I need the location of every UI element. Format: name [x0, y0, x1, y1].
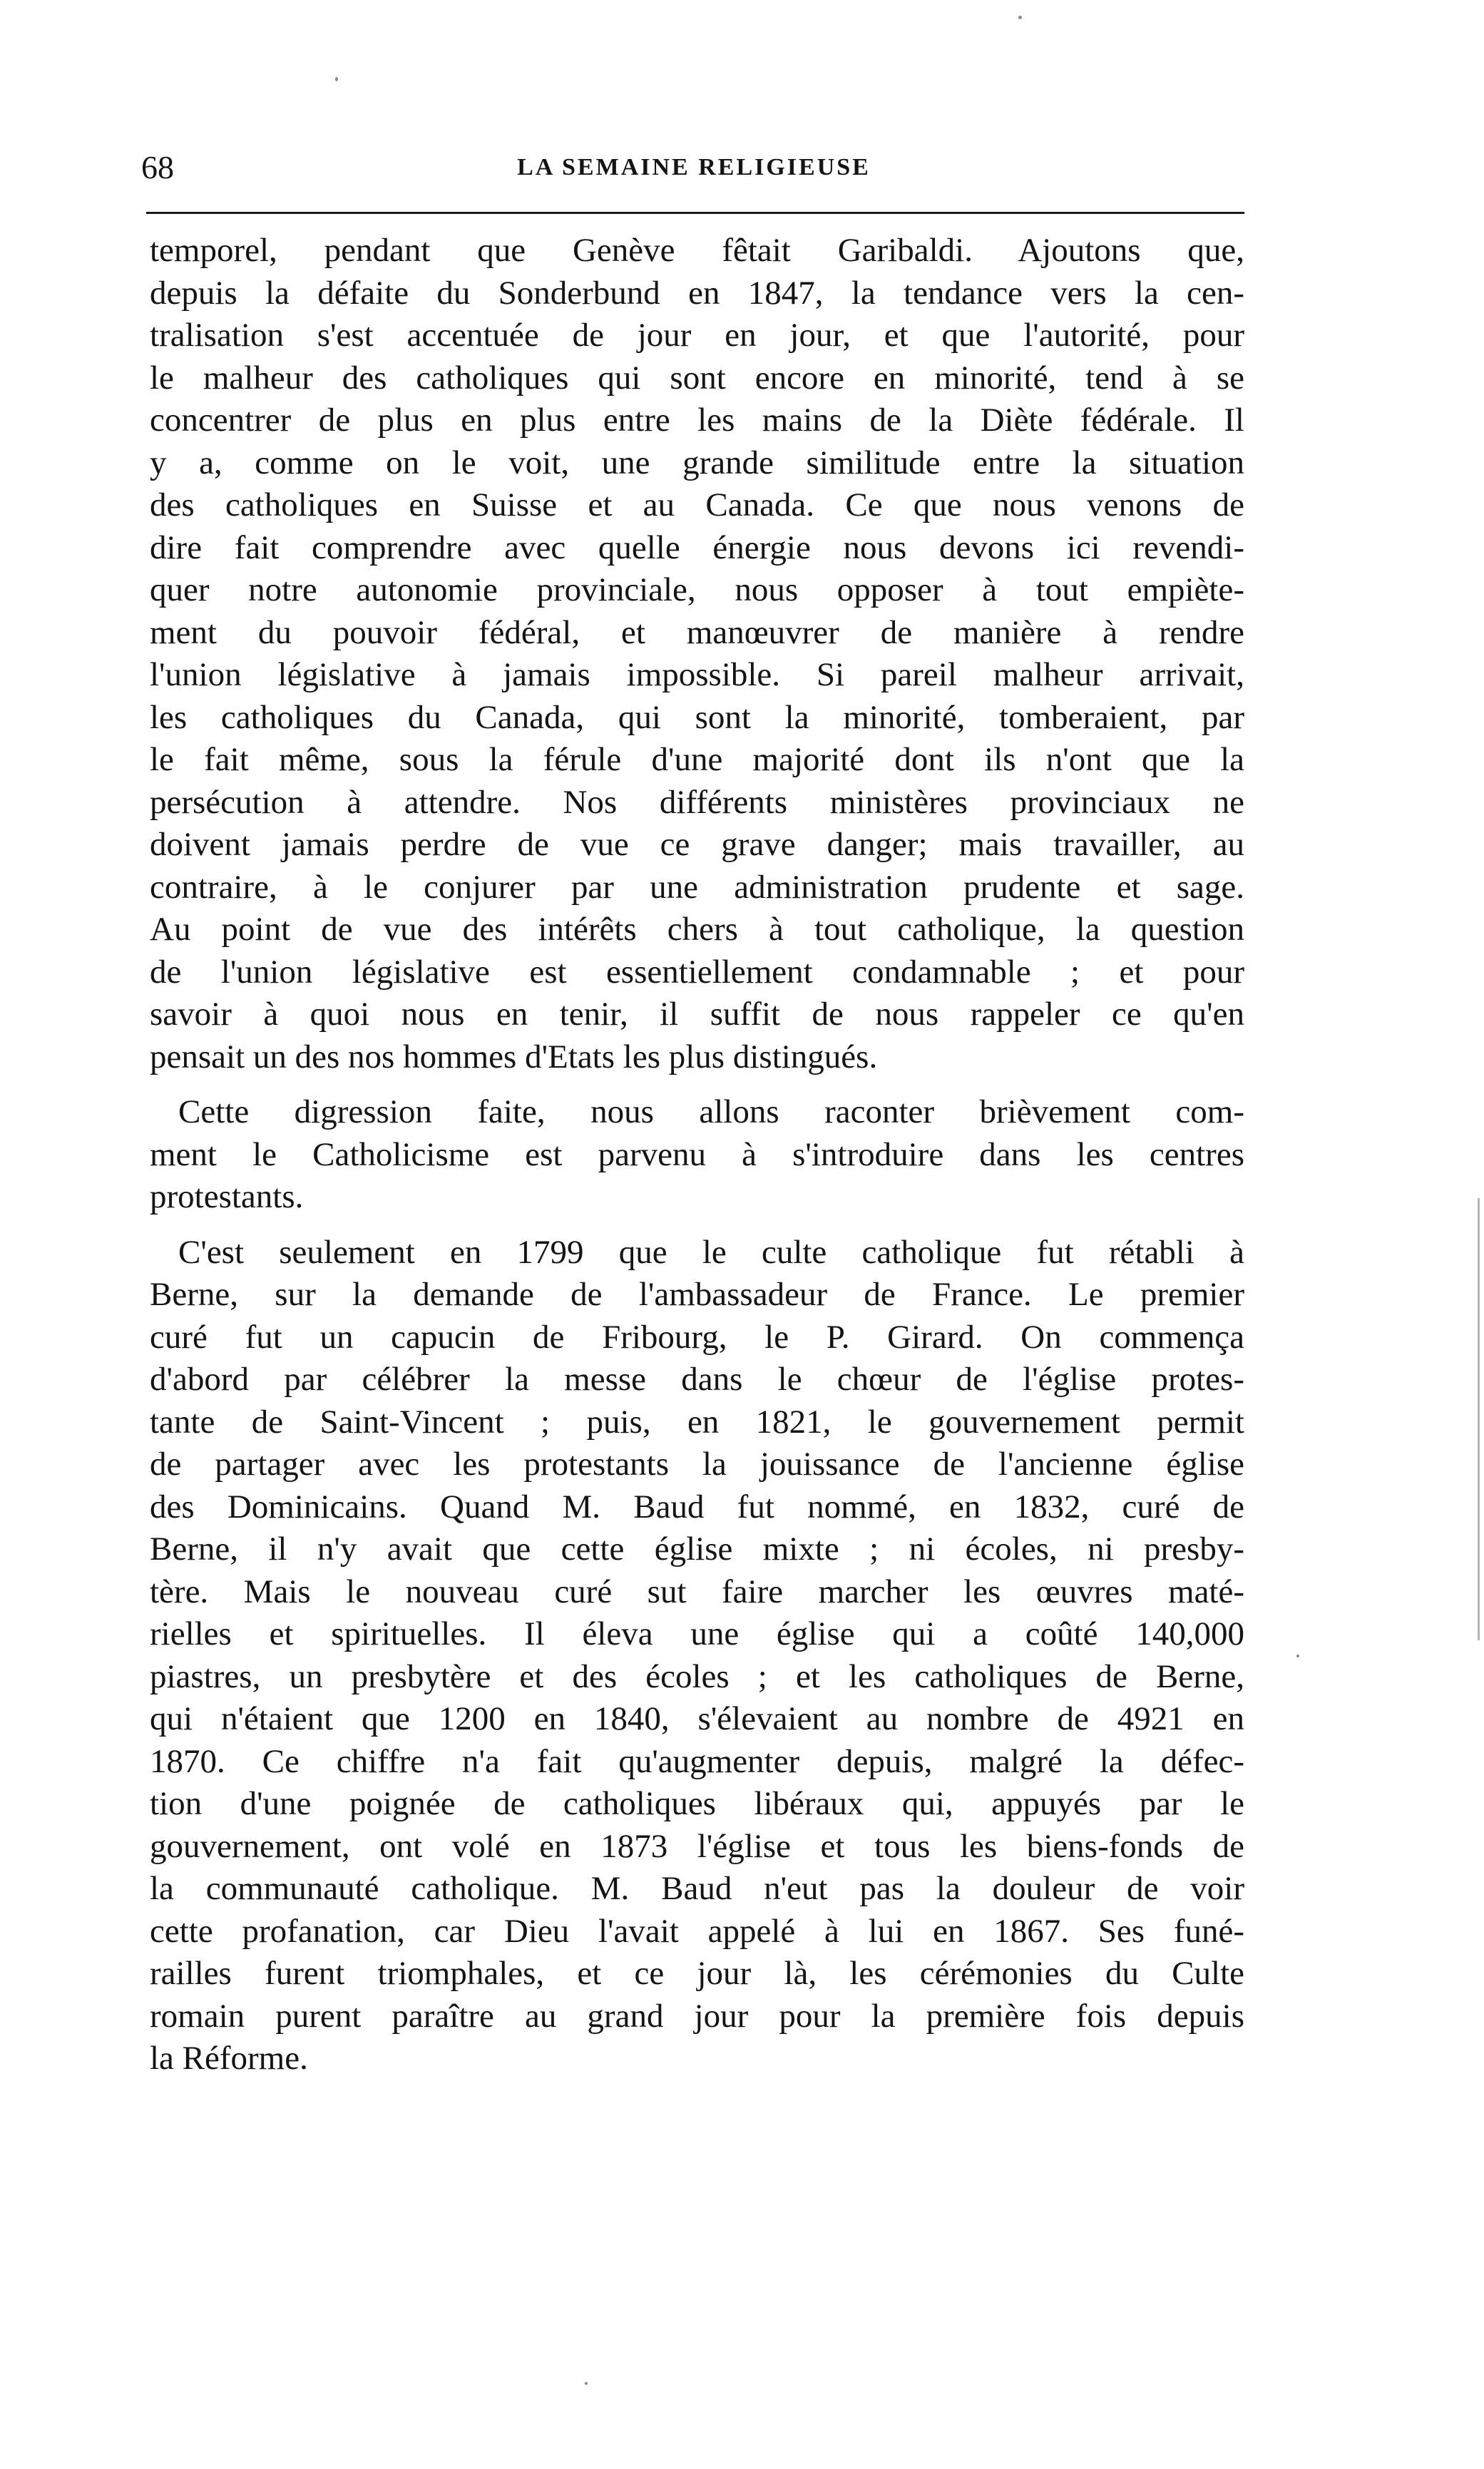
text-line: les catholiques du Canada, qui sont la minorité, tomberaient, par: [150, 698, 1244, 736]
text-line: de partager avec les protestants la jouissance de l'ancienne église: [150, 1446, 1244, 1483]
text-line: des Dominicains. Quand M. Baud fut nommé, en 1832, curé de: [150, 1488, 1244, 1525]
text-line: ment le Catholicisme est parvenu à s'introduire dans les centres: [150, 1135, 1244, 1173]
text-line: le fait même, sous la férule d'une majorité dont ils n'ont que la: [150, 741, 1244, 778]
text-line: y a, comme on le voit, une grande similitude entre la situation: [150, 444, 1244, 481]
page-number: 68: [141, 149, 174, 185]
text-line: tante de Saint-Vincent ; puis, en 1821, le gouvernement permit: [150, 1403, 1244, 1441]
text-line: tère. Mais le nouveau curé sut faire marcher les œuvres maté-: [150, 1573, 1244, 1610]
text-line: Berne, sur la demande de l'ambassadeur de France. Le premier: [150, 1276, 1244, 1313]
text-line: Berne, il n'y avait que cette église mixte ; ni écoles, ni presby-: [150, 1530, 1244, 1568]
body-text: [150, 230, 1244, 2080]
text-line: curé fut un capucin de Fribourg, le P. Girard. On commença: [150, 1318, 1244, 1356]
text-line: cette profanation, car Dieu l'avait appelé à lui en 1867. Ses funé-: [150, 1912, 1244, 1950]
text-line: tralisation s'est accentuée de jour en jour, et que l'autorité, pour: [150, 317, 1244, 354]
paragraph: [150, 230, 1244, 1078]
text-line: piastres, un presbytère et des écoles ; et les catholiques de Berne,: [150, 1657, 1244, 1695]
text-line: d'abord par célébrer la messe dans le chœur de l'église protes-: [150, 1361, 1244, 1398]
text-line: C'est seulement en 1799 que le culte catholique fut rétabli à: [178, 1233, 1244, 1271]
text-line: savoir à quoi nous en tenir, il suffit de nous rappeler ce qu'en: [150, 996, 1244, 1033]
text-line: la communauté catholique. M. Baud n'eut pas la douleur de voir: [150, 1870, 1244, 1907]
text-line: quer notre autonomie provinciale, nous opposer à tout empiète-: [150, 571, 1244, 608]
scan-speck: [1018, 16, 1022, 19]
text-line: doivent jamais perdre de vue ce grave danger; mais travailler, au: [150, 826, 1244, 863]
text-line: railles furent triomphales, et ce jour là, les cérémonies du Culte: [150, 1955, 1244, 1992]
text-line: concentrer de plus en plus entre les mains de la Diète fédérale. Il: [150, 402, 1244, 439]
text-line: qui n'étaient que 1200 en 1840, s'élevaient au nombre de 4921 en: [150, 1700, 1244, 1737]
text-line: romain purent paraître au grand jour pour la première fois depuis: [150, 1997, 1244, 2035]
text-line: tion d'une poignée de catholiques libéraux qui, appuyés par le: [150, 1785, 1244, 1822]
text-line: de l'union législative est essentiellement condamnable ; et pour: [150, 953, 1244, 991]
scan-edge-mark: [1478, 1198, 1480, 1640]
text-line: persécution à attendre. Nos différents ministères provinciaux ne: [150, 783, 1244, 821]
text-line: temporel, pendant que Genève fêtait Garibaldi. Ajoutons que,: [150, 232, 1244, 269]
header-rule: [146, 212, 1244, 214]
text-line: rielles et spirituelles. Il éleva une église qui a coûté 140,000: [150, 1615, 1244, 1652]
text-line: depuis la défaite du Sonderbund en 1847, la tendance vers la cen-: [150, 274, 1244, 312]
text-line: gouvernement, ont volé en 1873 l'église et tous les biens-fonds de: [150, 1827, 1244, 1865]
text-line: le malheur des catholiques qui sont encore en minorité, tend à se: [150, 359, 1244, 397]
paragraph: [150, 1091, 1244, 1219]
text-line: Au point de vue des intérêts chers à tout catholique, la question: [150, 911, 1244, 948]
text-line: 1870. Ce chiffre n'a fait qu'augmenter depuis, malgré la défec-: [150, 1742, 1244, 1780]
text-line: protestants.: [150, 1178, 304, 1215]
page-header: [141, 146, 1247, 189]
paragraph: [150, 1232, 1244, 2080]
scan-speck: [1296, 1655, 1299, 1657]
running-head: LA SEMAINE RELIGIEUSE: [517, 154, 871, 180]
text-line: contraire, à le conjurer par une administration prudente et sage.: [150, 868, 1244, 906]
text-line: pensait un des nos hommes d'Etats les plus distingués.: [150, 1038, 878, 1075]
text-line: dire fait comprendre avec quelle énergie nous devons ici revendi-: [150, 528, 1244, 566]
text-line: l'union législative à jamais impossible. Si pareil malheur arrivait,: [150, 656, 1244, 693]
text-line: Cette digression faite, nous allons raconter brièvement com-: [178, 1093, 1244, 1130]
scan-speck: [585, 2382, 588, 2385]
text-line: des catholiques en Suisse et au Canada. Ce que nous venons de: [150, 486, 1244, 523]
scan-speck: [335, 77, 338, 81]
text-line: ment du pouvoir fédéral, et manœuvrer de manière à rendre: [150, 613, 1244, 651]
text-line: la Réforme.: [150, 2040, 308, 2077]
